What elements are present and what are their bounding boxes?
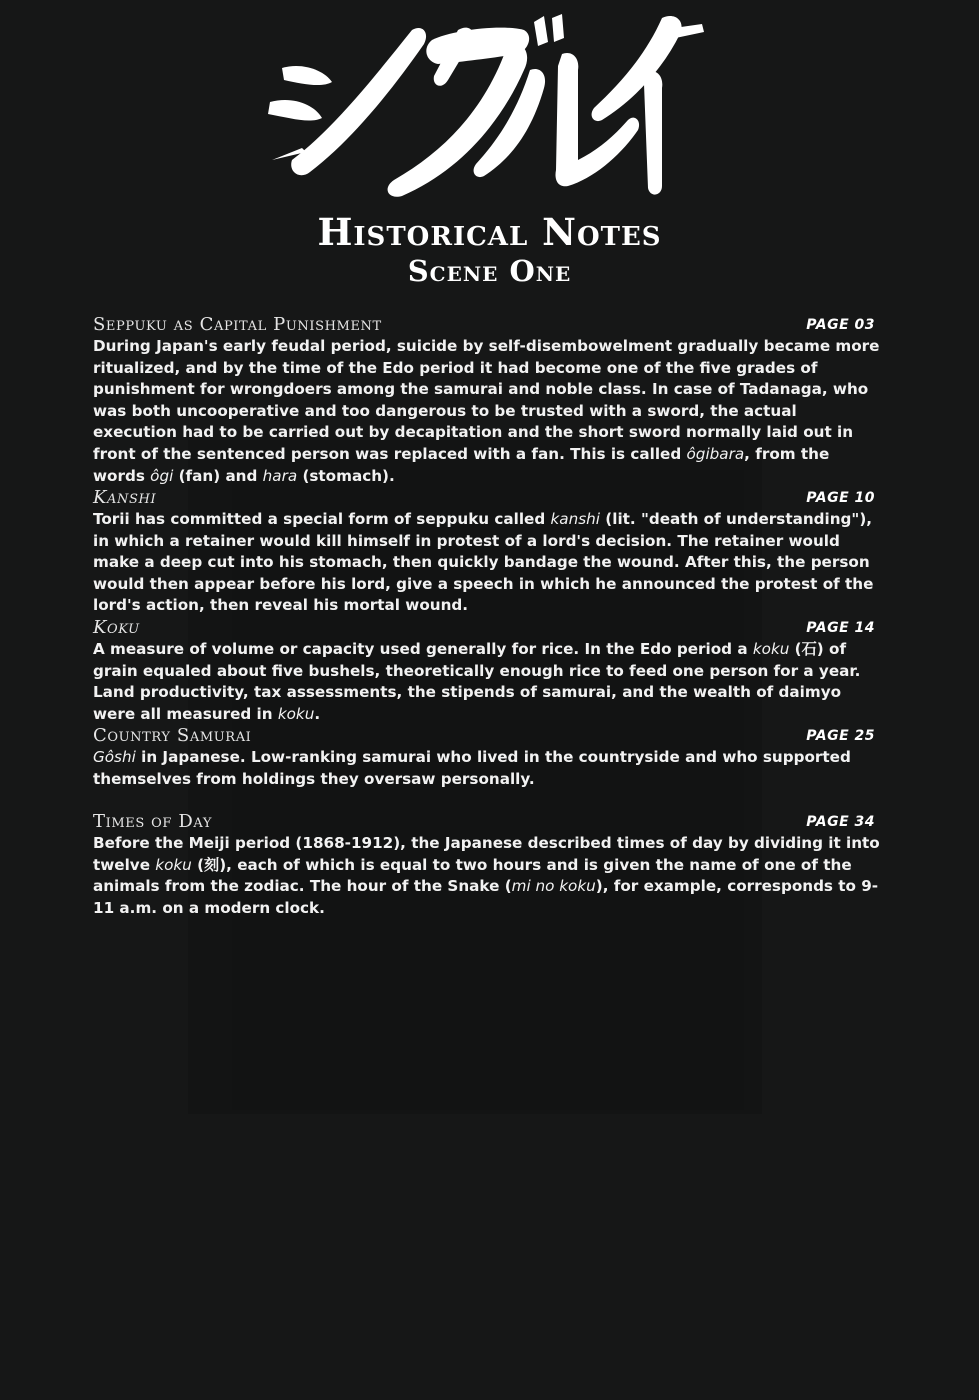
note-page-ref: PAGE 14: [806, 620, 875, 636]
note-heading: Kanshi: [93, 487, 157, 508]
page-subtitle: Scene One: [407, 254, 572, 288]
body-text: (stomach).: [297, 466, 395, 485]
body-text: A measure of volume or capacity used generally for rice. In the Edo period a: [93, 640, 753, 658]
note-header: [93, 811, 883, 833]
body-text: Torii has committed a special form of seppuku called: [93, 510, 551, 528]
body-text: in Japanese. Low-ranking samurai who lived in the countryside and who supported themselves from holdings they oversaw personally.: [93, 748, 851, 788]
body-text: During Japan's early feudal period, suicide by self-disembowelment gradually became more ritualized, and by the time of the Edo period it had become one of the five grades of punishment for wrongdoers among the samurai and noble class. In case of Tadanaga, who was both uncooperative and too dangerous to be trusted with a sword, the actual execution had to be carried out by decapitation and the short sword normally laid out in front of the sentenced person was replaced with a fan. This is called: [93, 337, 880, 463]
note-header: [93, 617, 883, 639]
body-text: Before the Meiji period (1868-1912), the Japanese described times of day by dividing it into twelve: [93, 834, 880, 874]
note-koku: [93, 617, 883, 725]
body-text: , from the words: [93, 444, 830, 485]
note-heading: Times of Day: [93, 811, 213, 832]
note-heading: Seppuku as Capital Punishment: [93, 314, 382, 335]
note-header: [93, 314, 883, 336]
brush-logo-graphic: [262, 10, 710, 202]
body-text: .: [314, 704, 321, 723]
brush-logo: [262, 10, 710, 202]
italic-term: ôgi: [150, 466, 174, 485]
body-text: (lit. "death of understanding"), in which a retainer would kill himself in protest of a lord's decision. The retainer would make a deep cut into his stomach, then quickly bandage the wound. After this, the person would then appear before his lord, give a speech in which he announced the protest of the lord's action, then reveal his mortal wound.: [93, 510, 874, 615]
italic-term: mi no koku: [511, 877, 596, 896]
page-title: Historical Notes: [317, 210, 662, 254]
italic-term: koku: [277, 704, 315, 723]
body-text: (fan) and: [173, 466, 263, 485]
note-page-ref: PAGE 25: [806, 728, 875, 744]
note-page-ref: PAGE 34: [806, 814, 875, 830]
note-header: [93, 725, 883, 747]
italic-term: koku: [752, 640, 790, 658]
body-text: ), for example, corresponds to 9-11 a.m. on a modern clock.: [93, 877, 879, 917]
italic-term: koku: [155, 855, 192, 874]
note-page-ref: PAGE 10: [806, 490, 875, 506]
note-kanshi: [93, 487, 883, 617]
italic-term: kanshi: [550, 510, 601, 528]
note-page-ref: PAGE 03: [806, 317, 875, 333]
note-body: [93, 336, 883, 487]
note-body: [93, 509, 883, 617]
note-seppuku: [93, 314, 883, 487]
body-text: (刻), each of which is equal to two hours and is given the name of one of the animals from the zodiac. The hour of the Snake (: [93, 855, 852, 896]
body-text: (石) of grain equaled about five bushels, theoretically enough rice to feed one person for a year. Land productivity, tax assessments, the stipends of samurai, and the wealth of daimyo were all measured in: [93, 640, 861, 723]
note-times-of-day: [93, 811, 883, 919]
note-body: [93, 747, 883, 790]
note-header: [93, 487, 883, 509]
title-block: [0, 210, 979, 288]
note-heading: Country Samurai: [93, 725, 252, 746]
italic-term: Gôshi: [93, 748, 136, 766]
italic-term: hara: [262, 466, 298, 485]
note-heading: Koku: [93, 617, 140, 638]
note-body: [93, 639, 883, 725]
note-country-samurai: [93, 725, 883, 790]
italic-term: ôgibara: [686, 444, 745, 463]
note-body: [93, 833, 883, 919]
